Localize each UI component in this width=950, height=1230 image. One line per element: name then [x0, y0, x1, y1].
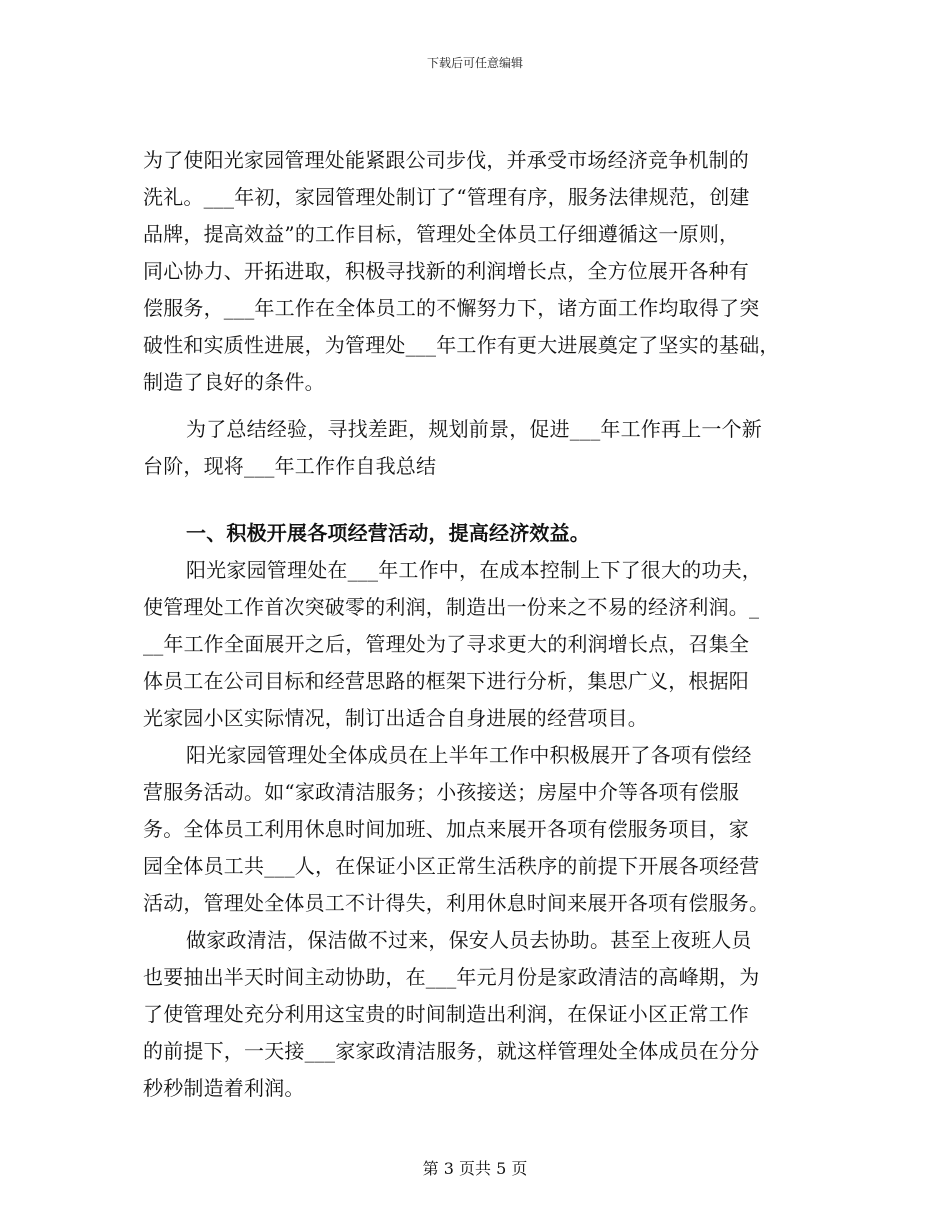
- paragraph-line: 秒秒制造着利润。: [143, 1076, 305, 1100]
- paragraph-line: 活动，管理处全体员工不计得失，利用休息时间来展开各项有偿服务。: [143, 891, 770, 915]
- paragraph-line: __年工作全面展开之后，管理处为了寻求更大的利润增长点，召集全: [143, 632, 750, 656]
- page-header: 下载后可任意编辑: [426, 56, 523, 70]
- paragraph-line: 洗礼。___年初，家园管理处制订了“管理有序，服务法律规范，创建: [143, 185, 750, 209]
- paragraph-2: [143, 411, 813, 485]
- paragraph-line: 也要抽出半天时间主动协助，在___年元月份是家政清洁的高峰期，为: [143, 965, 760, 989]
- paragraph-line: 园全体员工共___人，在保证小区正常生活秩序的前提下开展各项经营: [143, 854, 760, 878]
- paragraph-line: 品牌，提高效益”的工作目标，管理处全体员工仔细遵循这一原则，: [143, 222, 740, 246]
- paragraph-line: 的前提下，一天接___家家政清洁服务，就这样管理处全体成员在分分: [143, 1039, 760, 1063]
- paragraph-line: 制造了良好的条件。: [143, 370, 325, 394]
- paragraph-line: 营服务活动。如“家政清洁服务；小孩接送；房屋中介等各项有偿服: [143, 780, 740, 804]
- paragraph-line: 光家园小区实际情况，制订出适合自身进展的经营项目。: [143, 706, 648, 730]
- paragraph-1: [143, 142, 813, 401]
- paragraph-line: 了使管理处充分利用这宝贵的时间制造出利润，在保证小区正常工作: [143, 1002, 749, 1026]
- paragraph-4: [143, 737, 813, 922]
- paragraph-line: 做家政清洁，保洁做不过来，保安人员去协助。甚至上夜班人员: [186, 928, 752, 952]
- section-heading: 一、积极开展各项经营活动，提高经济效益。: [186, 521, 590, 545]
- paragraph-line: 破性和实质性进展，为管理处___年工作有更大进展奠定了坚实的基础，: [143, 333, 780, 357]
- paragraph-line: 为了使阳光家园管理处能紧跟公司步伐，并承受市场经济竞争机制的: [143, 148, 749, 172]
- paragraph-line: 使管理处工作首次突破零的利润，制造出一份来之不易的经济利润。_: [143, 595, 760, 619]
- page-footer: 第 3 页共 5 页: [422, 1159, 528, 1178]
- paragraph-5: [143, 922, 813, 1107]
- paragraph-line: 体员工在公司目标和经营思路的框架下进行分析，集思广义，根据阳: [143, 669, 749, 693]
- paragraph-line: 同心协力、开拓进取，积极寻找新的利润增长点，全方位展开各种有: [143, 259, 749, 283]
- paragraph-3: [143, 552, 813, 737]
- paragraph-line: 务。全体员工利用休息时间加班、加点来展开各项有偿服务项目，家: [143, 817, 749, 841]
- document-body: [143, 142, 813, 1107]
- paragraph-line: 阳光家园管理处全体成员在上半年工作中积极展开了各项有偿经: [186, 743, 752, 767]
- paragraph-line: 为了总结经验，寻找差距，规划前景，促进___年工作再上一个新: [186, 417, 762, 441]
- paragraph-line: 台阶，现将___年工作作自我总结: [143, 454, 437, 478]
- paragraph-line: 阳光家园管理处在___年工作中，在成本控制上下了很大的功夫，: [186, 558, 762, 582]
- paragraph-line: 偿服务，___年工作在全体员工的不懈努力下，诸方面工作均取得了突: [143, 296, 760, 320]
